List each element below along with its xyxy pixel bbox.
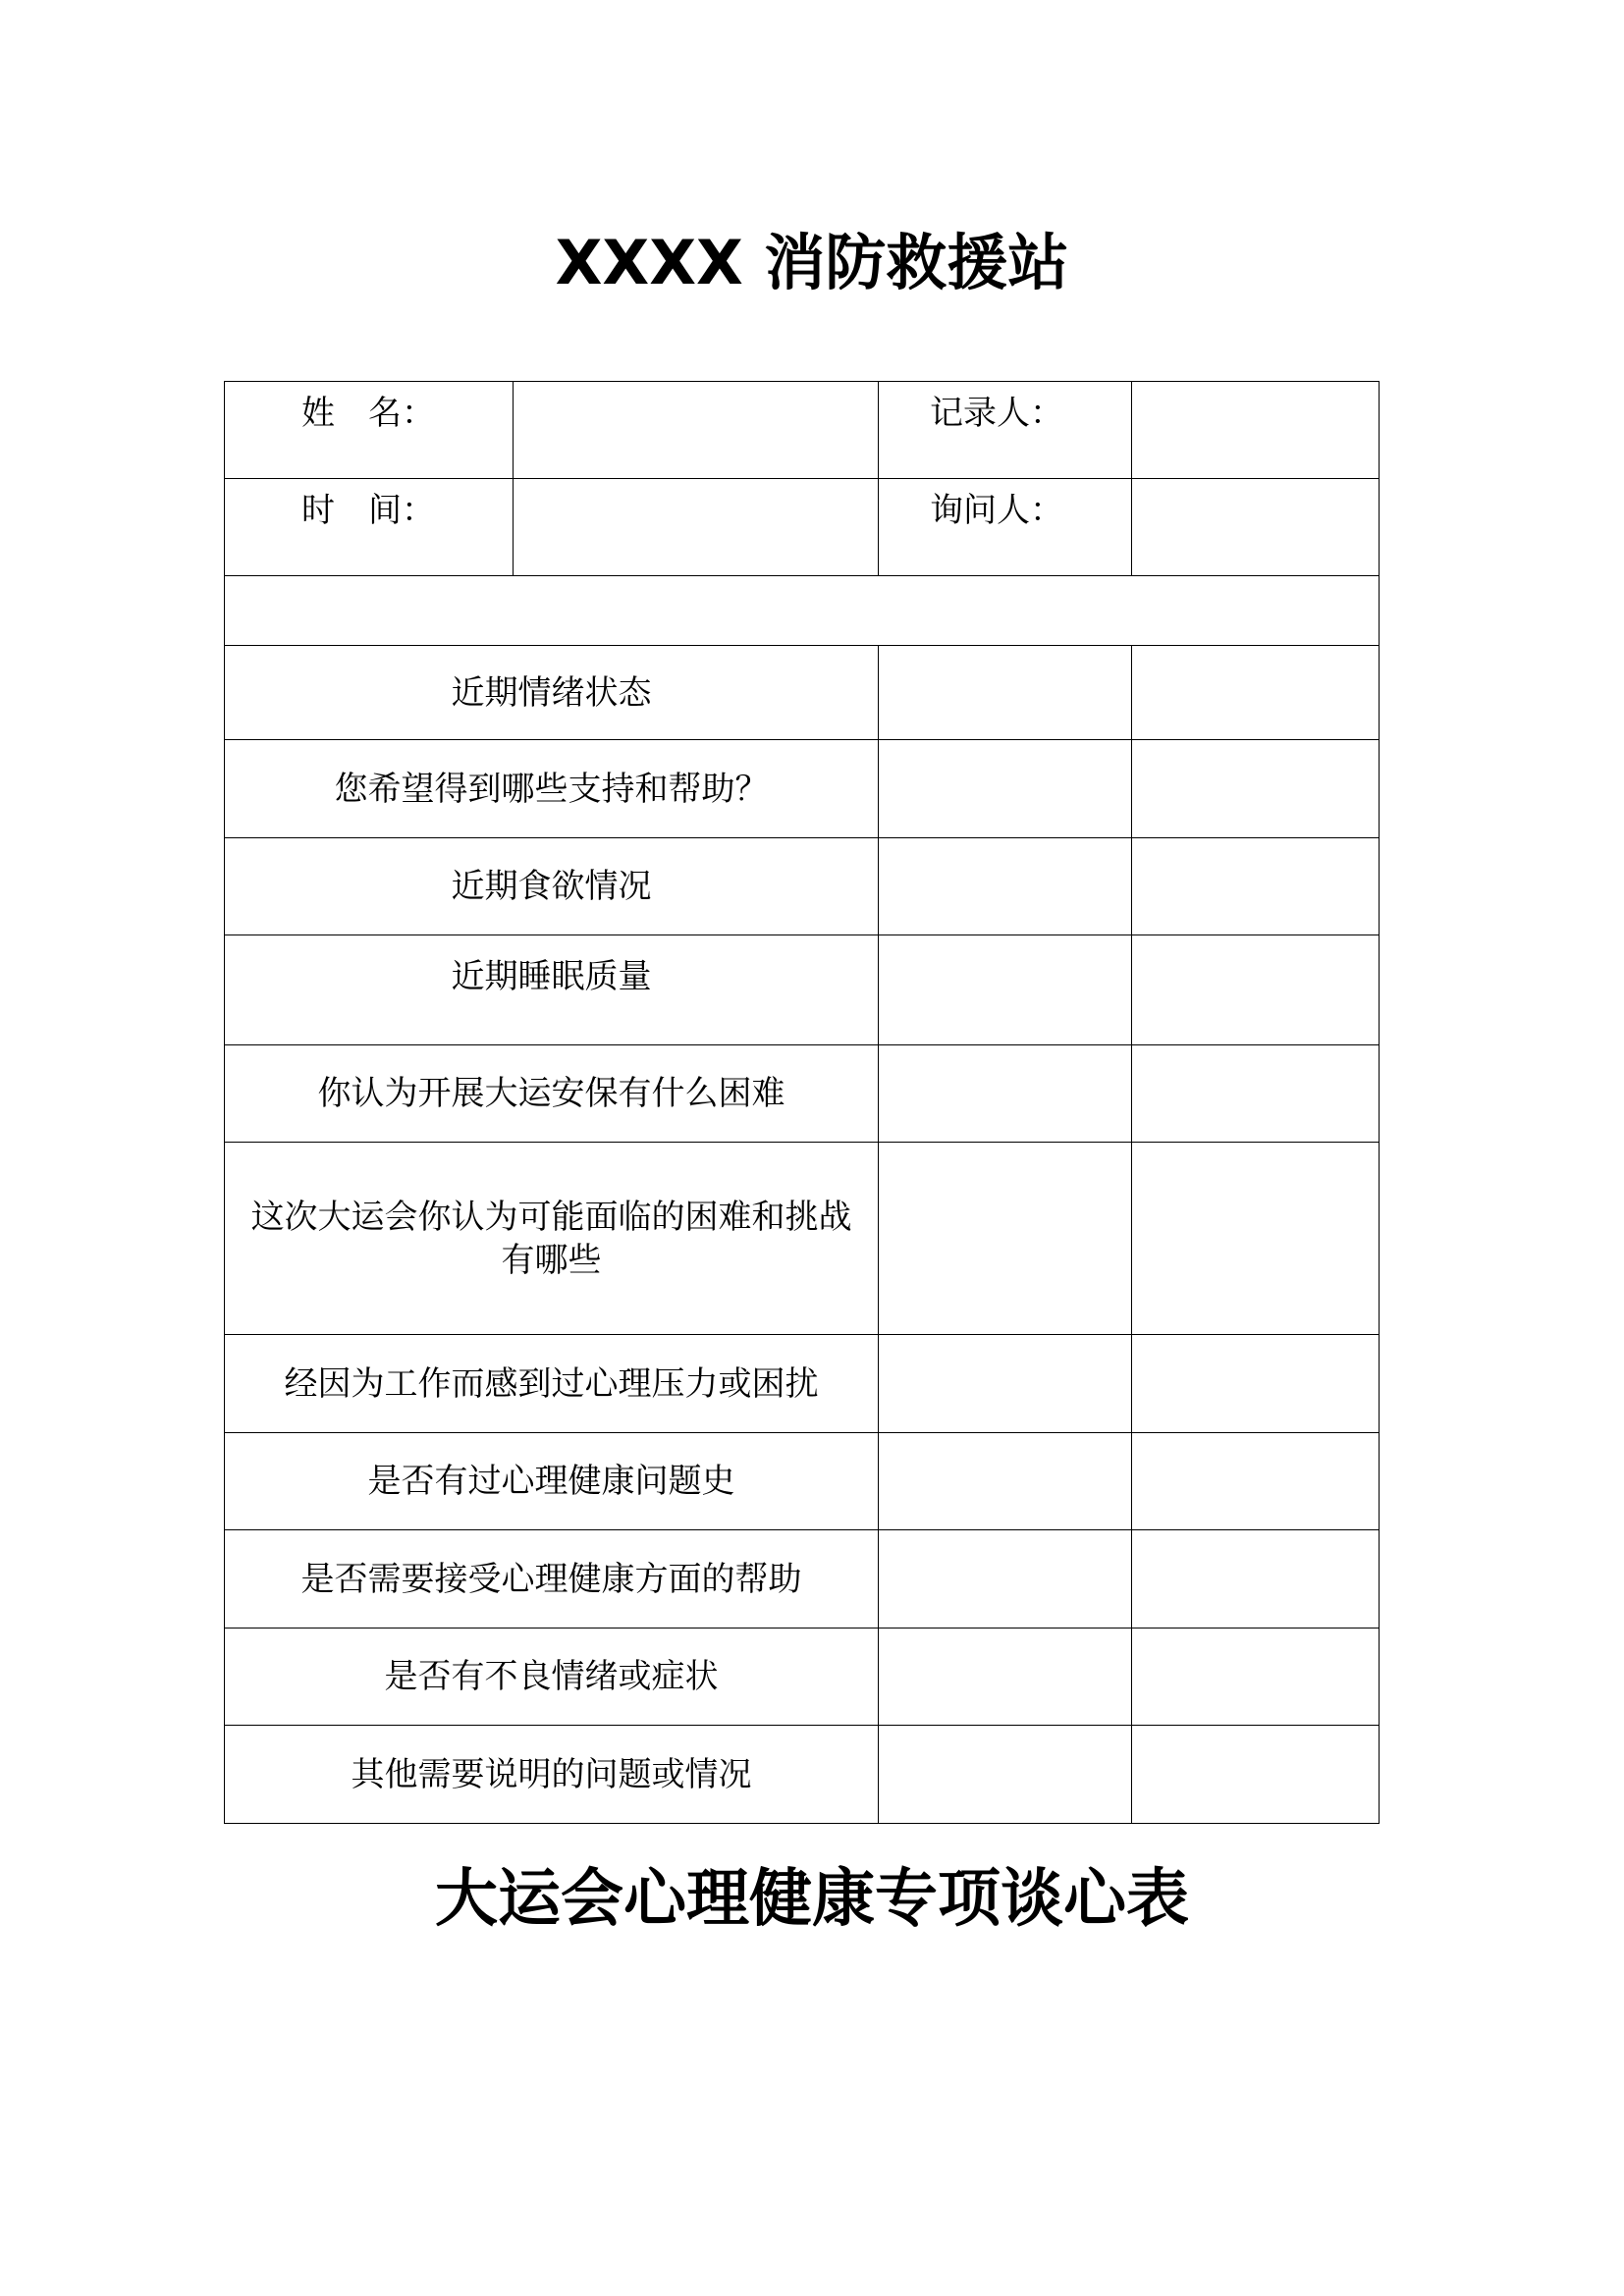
time-field[interactable] bbox=[514, 479, 879, 576]
answer-cell-b[interactable] bbox=[1132, 1045, 1380, 1143]
question-text: 你认为开展大运安保有什么困难 bbox=[225, 1045, 879, 1143]
info-row-time bbox=[225, 479, 1380, 576]
answer-cell-b[interactable] bbox=[1132, 935, 1380, 1045]
answer-cell-a[interactable] bbox=[879, 838, 1132, 935]
question-row bbox=[225, 935, 1380, 1045]
answer-cell-a[interactable] bbox=[879, 1433, 1132, 1530]
question-row bbox=[225, 740, 1380, 838]
answer-cell-a[interactable] bbox=[879, 1335, 1132, 1433]
spacer-cell bbox=[225, 576, 1380, 646]
answer-cell-a[interactable] bbox=[879, 1045, 1132, 1143]
question-text: 经因为工作而感到过心理压力或困扰 bbox=[225, 1335, 879, 1433]
question-text: 这次大运会你认为可能面临的困难和挑战有哪些 bbox=[225, 1143, 879, 1335]
interview-form-table bbox=[224, 381, 1380, 1824]
answer-cell-b[interactable] bbox=[1132, 1726, 1380, 1824]
interviewer-field[interactable] bbox=[1132, 479, 1380, 576]
question-text: 您希望得到哪些支持和帮助？ bbox=[225, 740, 879, 838]
question-text: 是否需要接受心理健康方面的帮助 bbox=[225, 1530, 879, 1629]
answer-cell-a[interactable] bbox=[879, 935, 1132, 1045]
question-row bbox=[225, 838, 1380, 935]
answer-cell-b[interactable] bbox=[1132, 646, 1380, 740]
question-row bbox=[225, 646, 1380, 740]
question-text: 是否有过心理健康问题史 bbox=[225, 1433, 879, 1530]
question-row bbox=[225, 1629, 1380, 1726]
answer-cell-b[interactable] bbox=[1132, 1629, 1380, 1726]
time-label: 时 间： bbox=[225, 479, 514, 576]
question-text: 其他需要说明的问题或情况 bbox=[225, 1726, 879, 1824]
answer-cell-b[interactable] bbox=[1132, 1335, 1380, 1433]
answer-cell-a[interactable] bbox=[879, 646, 1132, 740]
document-title: XXXX 消防救援站 bbox=[555, 227, 1069, 298]
answer-cell-b[interactable] bbox=[1132, 1433, 1380, 1530]
question-text: 是否有不良情绪或症状 bbox=[225, 1629, 879, 1726]
question-row bbox=[225, 1726, 1380, 1824]
recorder-label: 记录人： bbox=[879, 382, 1132, 479]
question-row bbox=[225, 1045, 1380, 1143]
name-label: 姓 名： bbox=[225, 382, 514, 479]
question-text: 近期食欲情况 bbox=[225, 838, 879, 935]
answer-cell-a[interactable] bbox=[879, 1726, 1132, 1824]
name-field[interactable] bbox=[514, 382, 879, 479]
question-text: 近期睡眠质量 bbox=[225, 935, 879, 1045]
info-row-name bbox=[225, 382, 1380, 479]
question-text: 近期情绪状态 bbox=[225, 646, 879, 740]
answer-cell-b[interactable] bbox=[1132, 838, 1380, 935]
answer-cell-b[interactable] bbox=[1132, 740, 1380, 838]
question-row bbox=[225, 1335, 1380, 1433]
answer-cell-b[interactable] bbox=[1132, 1530, 1380, 1629]
answer-cell-a[interactable] bbox=[879, 1530, 1132, 1629]
answer-cell-a[interactable] bbox=[879, 740, 1132, 838]
question-row bbox=[225, 1433, 1380, 1530]
question-row bbox=[225, 1143, 1380, 1335]
question-row bbox=[225, 1530, 1380, 1629]
answer-cell-a[interactable] bbox=[879, 1629, 1132, 1726]
recorder-field[interactable] bbox=[1132, 382, 1380, 479]
answer-cell-a[interactable] bbox=[879, 1143, 1132, 1335]
form-subtitle: 大运会心理健康专项谈心表 bbox=[435, 1863, 1189, 1936]
answer-cell-b[interactable] bbox=[1132, 1143, 1380, 1335]
interviewer-label: 询问人： bbox=[879, 479, 1132, 576]
spacer-row bbox=[225, 576, 1380, 646]
